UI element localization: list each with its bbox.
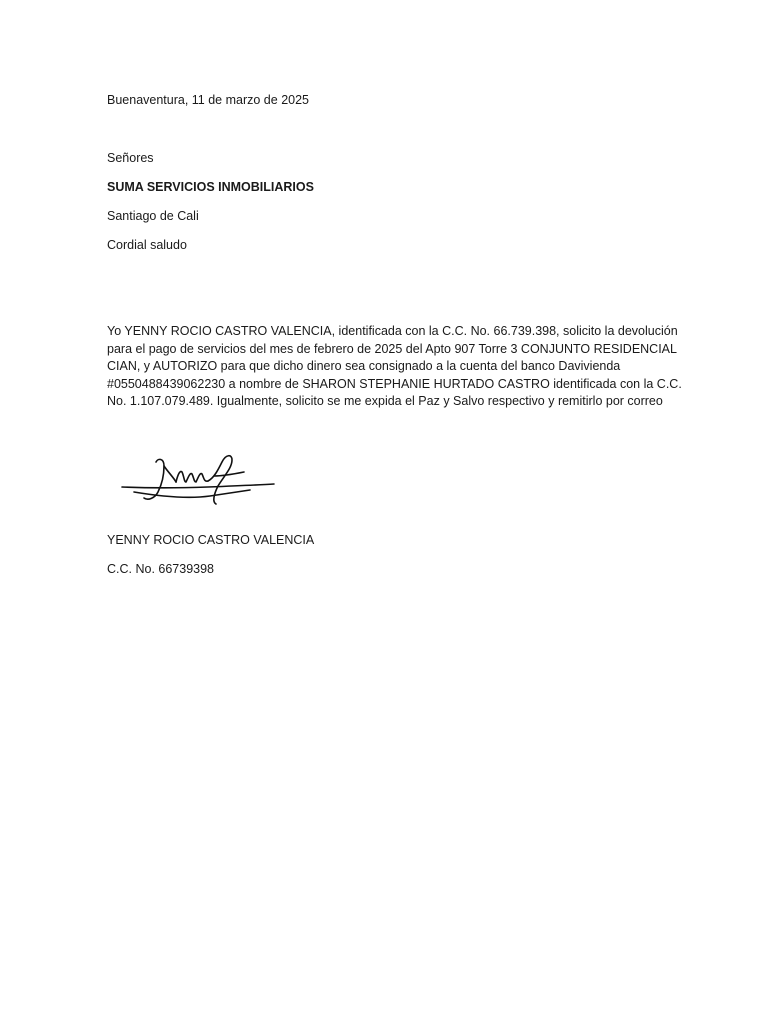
handwritten-signature [118,452,278,508]
letter-body [107,323,682,411]
signer-id: C.C. No. 66739398 [107,562,215,576]
body-line: para el pago de servicios del mes de febrero de 2025 del Apto 907 Torre 3 CONJUNTO RESIDENCIAL [107,341,677,356]
place-date: Buenaventura, 11 de marzo de 2025 [107,93,309,107]
body-line: Yo YENNY ROCIO CASTRO VALENCIA, identificada con la C.C. No. 66.739.398, solicito la devolución [107,324,678,338]
signer-name: YENNY ROCIO CASTRO VALENCIA [107,533,315,547]
body-line: CIAN, y AUTORIZO para que dicho dinero sea consignado a la cuenta del banco Davivienda [107,359,621,373]
recipient-city: Santiago de Cali [107,209,199,223]
salutation-prefix: Señores [107,151,154,165]
body-line: #0550488439062230 a nombre de SHARON STEPHANIE HURTADO CASTRO identificada con la C.C. [107,376,682,391]
recipient-company: SUMA SERVICIOS INMOBILIARIOS [107,180,314,194]
greeting: Cordial saludo [107,238,187,252]
body-line: No. 1.107.079.489. Igualmente, solicito se me expida el Paz y Salvo respectivo y remitirlo por correo [107,394,663,408]
